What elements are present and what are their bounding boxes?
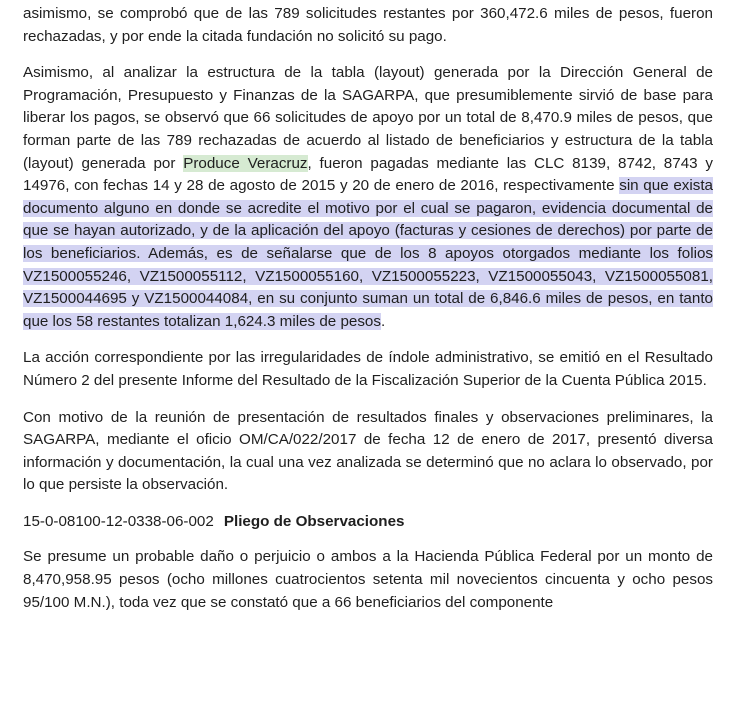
document-page xyxy=(23,0,713,628)
paragraph-rejected-requests: asimismo, se comprobó que de las 789 solicitudes restantes por 360,472.6 miles de pesos, fueron rechazadas, y por ende la citada fundación no solicitó su pago. xyxy=(23,5,713,45)
action-heading xyxy=(23,511,713,534)
action-title: Pliego de Observaciones xyxy=(223,512,405,530)
paragraph-meeting-results: Con motivo de la reunión de presentación de resultados finales y observaciones preliminares, la SAGARPA, mediante el oficio OM/CA/022/2017 de fecha 12 de enero de 2017, presentó diversa información y documentación, la cual una vez analizada se determinó que no aclara lo observado, por lo que persiste la observación. xyxy=(23,408,713,494)
paragraph-layout-analysis xyxy=(23,62,713,333)
paragraph-text-part-a: Asimismo, al analizar la estructura de la tabla (layout) generada por la Dirección General de Programación, Presupuesto y Finanzas de la SAGARPA, que presumiblemente sirvió de base para liberar los pagos, se observó que 66 solicitudes de apoyo por un total de 8,470.9 miles de pesos, que forman parte de las 789 rechazadas de acuerdo al listado de beneficiarios y estructura de la tabla (layout) generada por xyxy=(23,64,713,172)
paragraph-text-part-b: , fueron pagadas mediante las CLC 8139, 8742, 8743 y 14976, con fechas 14 y 28 de agosto de 2015 y 20 de enero de 2016, respectivamente xyxy=(23,154,713,195)
paragraph-administrative-action: La acción correspondiente por las irregularidades de índole administrativo, se emitió en el Resultado Número 2 del presente Informe del Resultado de la Fiscalización Superior de la Cuenta Pública 2015. xyxy=(23,349,713,389)
paragraph-text-end: . xyxy=(380,312,386,330)
action-code: 15-0-08100-12-0338-06-002 xyxy=(23,512,214,530)
paragraph-damage-presumption: Se presume un probable daño o perjuicio o ambos a la Hacienda Pública Federal por un monto de 8,470,958.95 pesos (ocho millones cuatrocientos setenta mil novecientos cincuenta y ocho pesos 95/100 M.N.), toda vez que se constató que a 66 beneficiarios del componente xyxy=(23,548,713,611)
highlight-produce-veracruz: Produce Veracruz xyxy=(183,154,308,172)
highlight-selected-text[interactable]: sin que exista documento alguno en donde se acredite el motivo por el cual se pagaron, evidencia documental de que se hayan autorizado, y de la aplicación del apoyo (facturas y cesiones de derechos) por parte de los beneficiarios. Además, es de señalarse que de los 8 apoyos otorgados mediante los folios VZ1500055246, VZ1500055112, VZ1500055160, VZ1500055223, VZ1500055043, VZ1500055081, VZ1500044695 y VZ1500044084, en su conjunto suman un total de 6,846.6 miles de pesos, en tanto que los 58 restantes totalizan 1,624.3 miles de pesos xyxy=(23,177,713,330)
